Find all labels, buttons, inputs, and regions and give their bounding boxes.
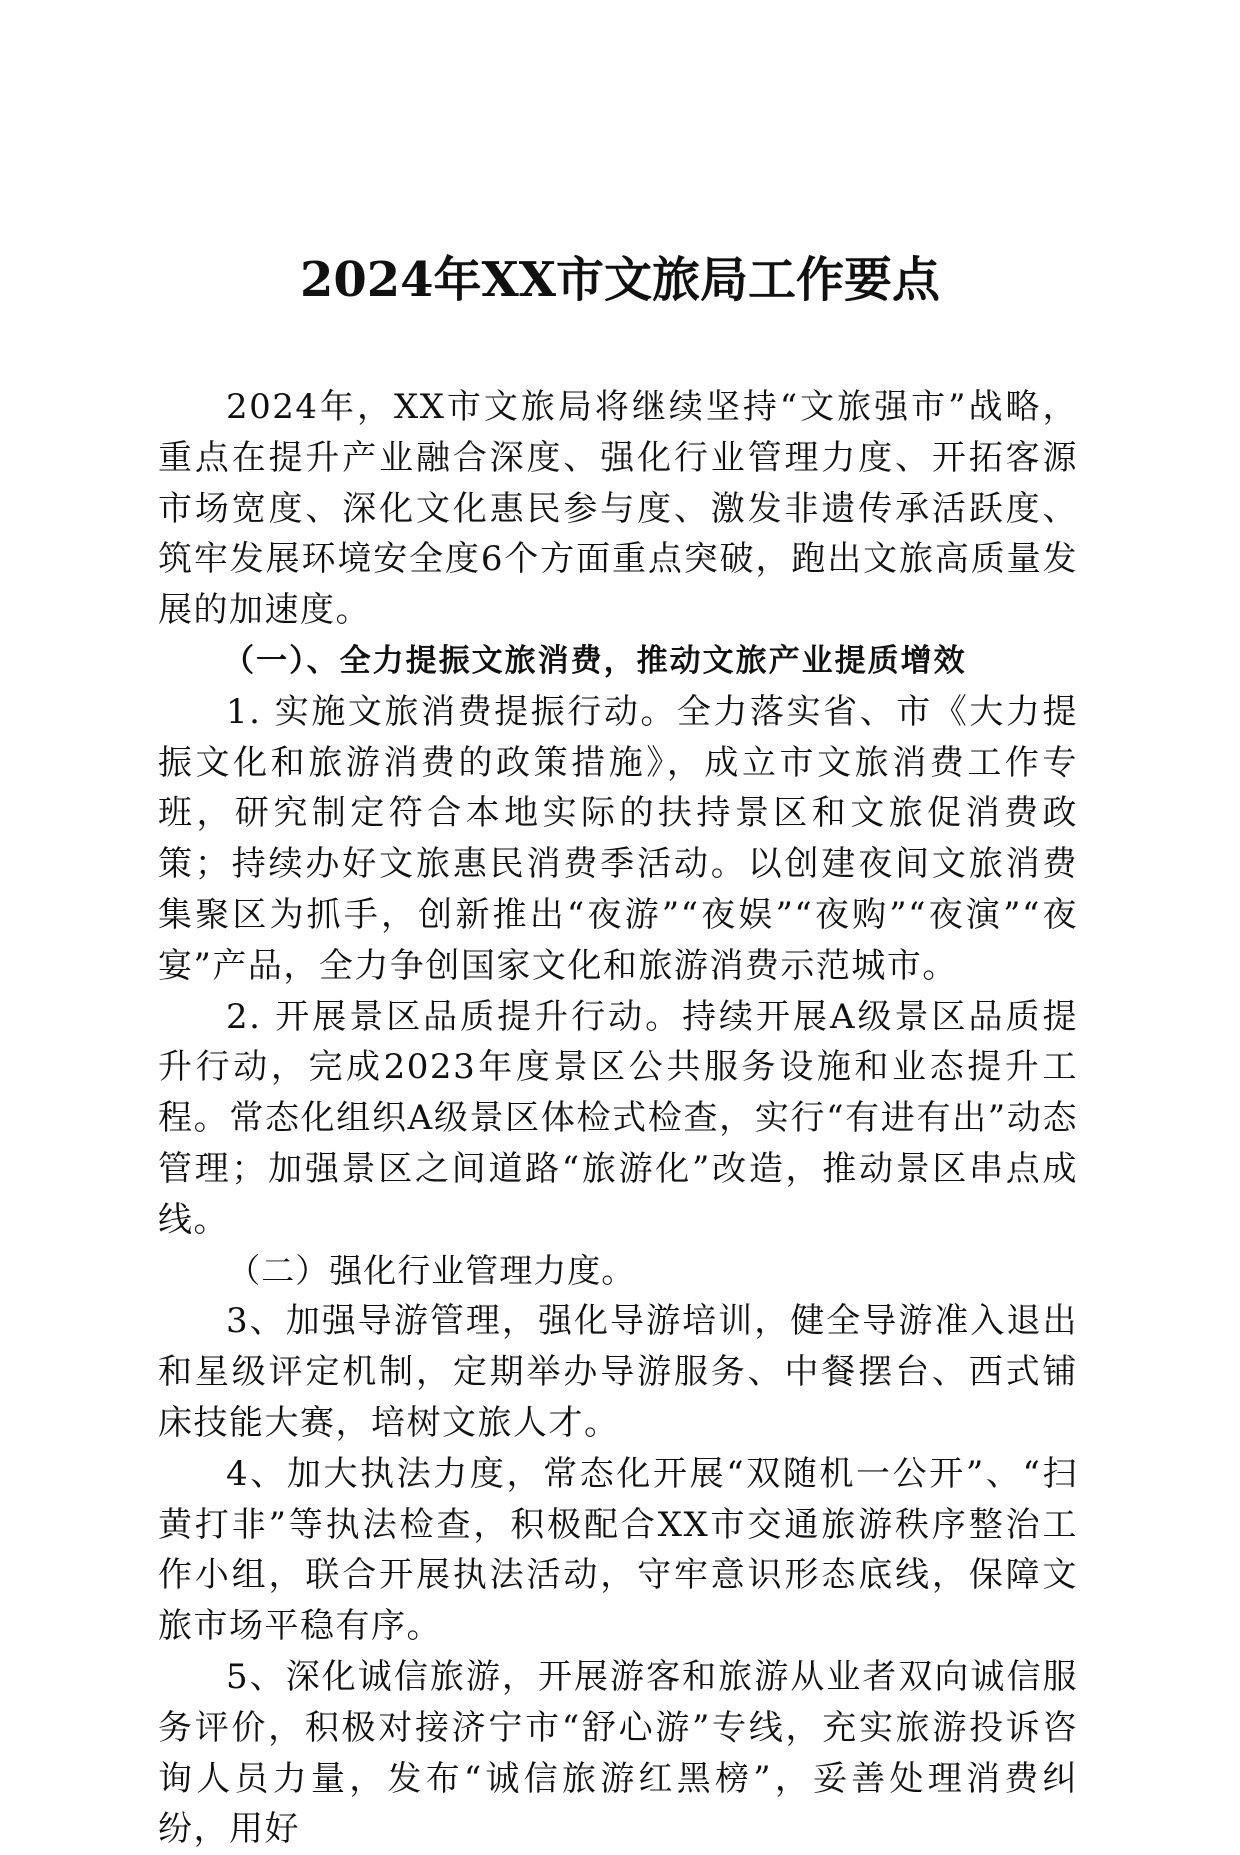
- body-paragraph-item-1: 1. 实施文旅消费提振行动。全力落实省、市《大力提振文化和旅游消费的政策措施》，成立市文旅消费工作专班，研究制定符合本地实际的扶持景区和文旅促消费政策；持续办好文旅惠民消费季活动。以创建夜间文旅消费集聚区为抓手，创新推出“夜游”“夜娱”“夜购”“夜演”“夜宴”产品，全力争创国家文化和旅游消费示范城市。: [158, 691, 1078, 986]
- section-heading-1: （一）、全力提振文旅消费，推动文旅产业提质增效: [223, 642, 967, 679]
- document-title: 2024年XX市文旅局工作要点: [299, 252, 941, 308]
- body-paragraph-item-2: 2. 开展景区品质提升行动。持续开展A级景区品质提升行动，完成2023年度景区公共服务设施和业态提升工程。常态化组织A级景区体检式检查，实行“有进有出”动态管理；加强景区之间道路“旅游化”改造，推动景区串点成线。: [158, 996, 1078, 1240]
- body-paragraph-item-3: 3、加强导游管理，强化导游培训，健全导游准入退出和星级评定机制，定期举办导游服务、中餐摆台、西式铺床技能大赛，培树文旅人才。: [158, 1301, 1078, 1443]
- document-body: [158, 382, 1078, 1855]
- section-heading-2: （二）强化行业管理力度。: [227, 1250, 636, 1290]
- body-paragraph-item-4: 4、加大执法力度，常态化开展“双随机一公开”、“扫黄打非”等执法检查，积极配合XX市交通旅游秩序整治工作小组，联合开展执法活动，守牢意识形态底线，保障文旅市场平稳有序。: [158, 1453, 1078, 1647]
- intro-paragraph: 2024年，XX市文旅局将继续坚持“文旅强市”战略，重点在提升产业融合深度、强化行业管理力度、开拓客源市场宽度、深化文化惠民参与度、激发非遗传承活跃度、筑牢发展环境安全度6个方面重点突破，跑出文旅高质量发展的加速度。: [158, 387, 1078, 631]
- body-paragraph-item-5: 5、深化诚信旅游，开展游客和旅游从业者双向诚信服务评价，积极对接济宁市“舒心游”专线，充实旅游投诉咨询人员力量，发布“诚信旅游红黑榜”，妥善处理消费纠纷，用好: [158, 1656, 1078, 1850]
